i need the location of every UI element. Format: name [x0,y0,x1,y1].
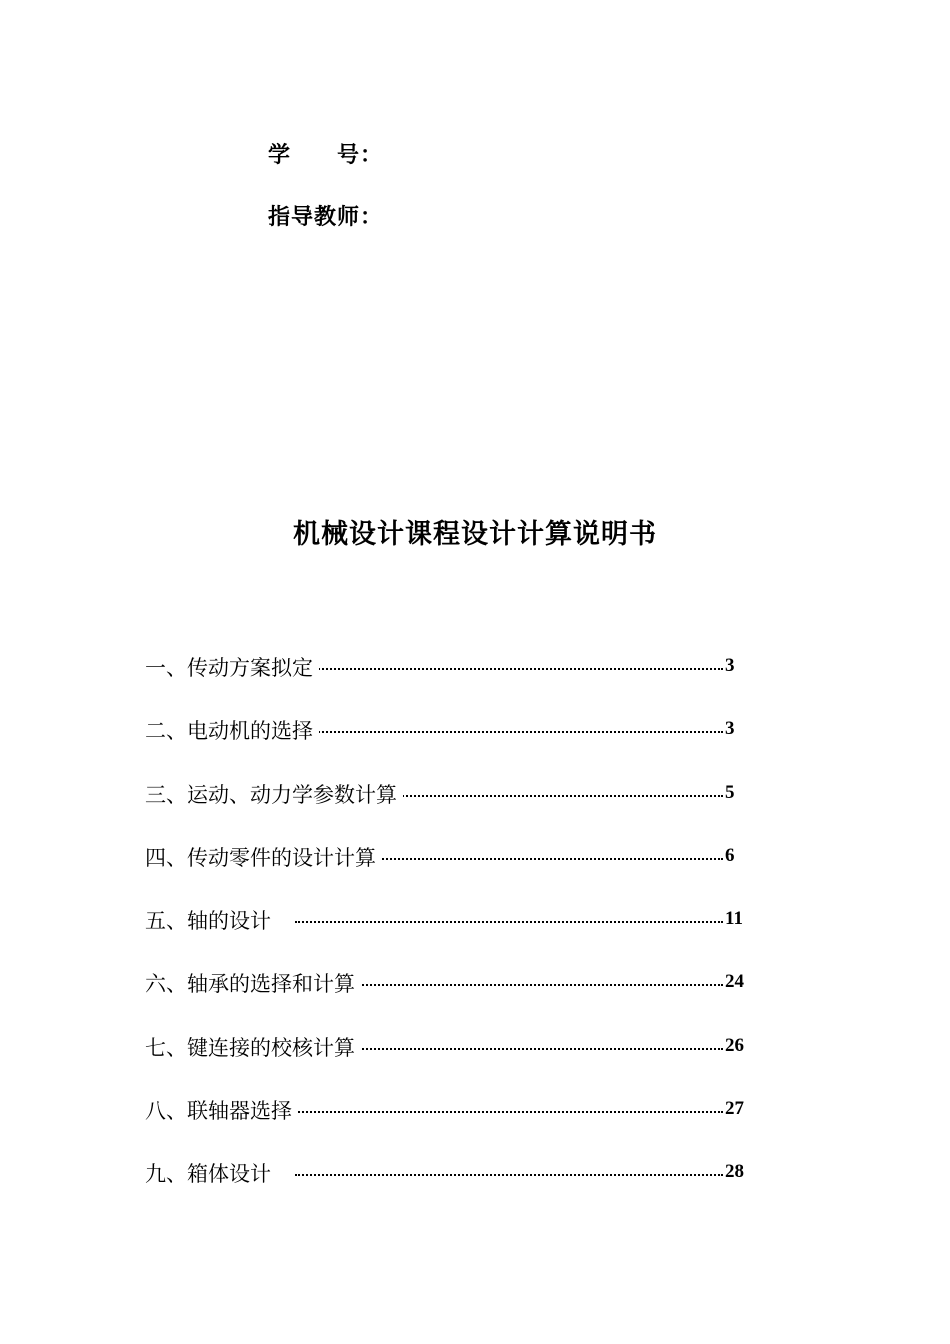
toc-leader-dots [295,731,723,733]
toc-entry-label: 九、箱体设计 [145,1158,277,1188]
toc-entry-page: 24 [725,971,744,993]
toc-entry-label: 五、轴的设计 [145,905,277,935]
toc-entry-page: 3 [725,655,735,676]
toc-leader-dots [295,1111,723,1113]
toc-entry [145,779,755,842]
toc-entry-page: 27 [725,1098,744,1120]
toc-entry [145,1095,755,1158]
toc-entry [145,1158,755,1221]
toc-entry-label: 六、轴承的选择和计算 [145,968,361,998]
toc-entry-page: 3 [725,718,735,740]
table-of-contents [145,652,755,1222]
toc-entry-page: 6 [725,844,735,866]
student-id-label: 学 号： [268,142,384,168]
toc-entry-label: 三、运动、动力学参数计算 [145,779,403,809]
toc-leader-dots [295,1174,723,1176]
toc-entry-label: 二、电动机的选择 [145,715,319,745]
toc-entry-label: 一、传动方案拟定 [145,652,319,682]
document-title: 机械设计课程设计计算说明书 [293,519,657,550]
toc-entry-page: 26 [725,1034,744,1056]
toc-entry-label: 八、联轴器选择 [145,1095,298,1125]
toc-entry [145,1032,755,1095]
toc-entry-page: 5 [725,781,735,803]
toc-leader-dots [295,668,723,670]
toc-leader-dots [295,921,723,923]
toc-entry [145,968,755,1031]
toc-entry [145,842,755,905]
toc-entry [145,905,755,968]
toc-entry-page: 28 [725,1161,744,1183]
toc-entry [145,715,755,778]
toc-entry-label: 七、键连接的校核计算 [145,1032,361,1062]
toc-entry-label: 四、传动零件的设计计算 [145,842,382,872]
toc-entry-page: 11 [725,908,743,930]
advisor-label: 指导教师： [268,204,384,230]
toc-entry [145,652,755,715]
